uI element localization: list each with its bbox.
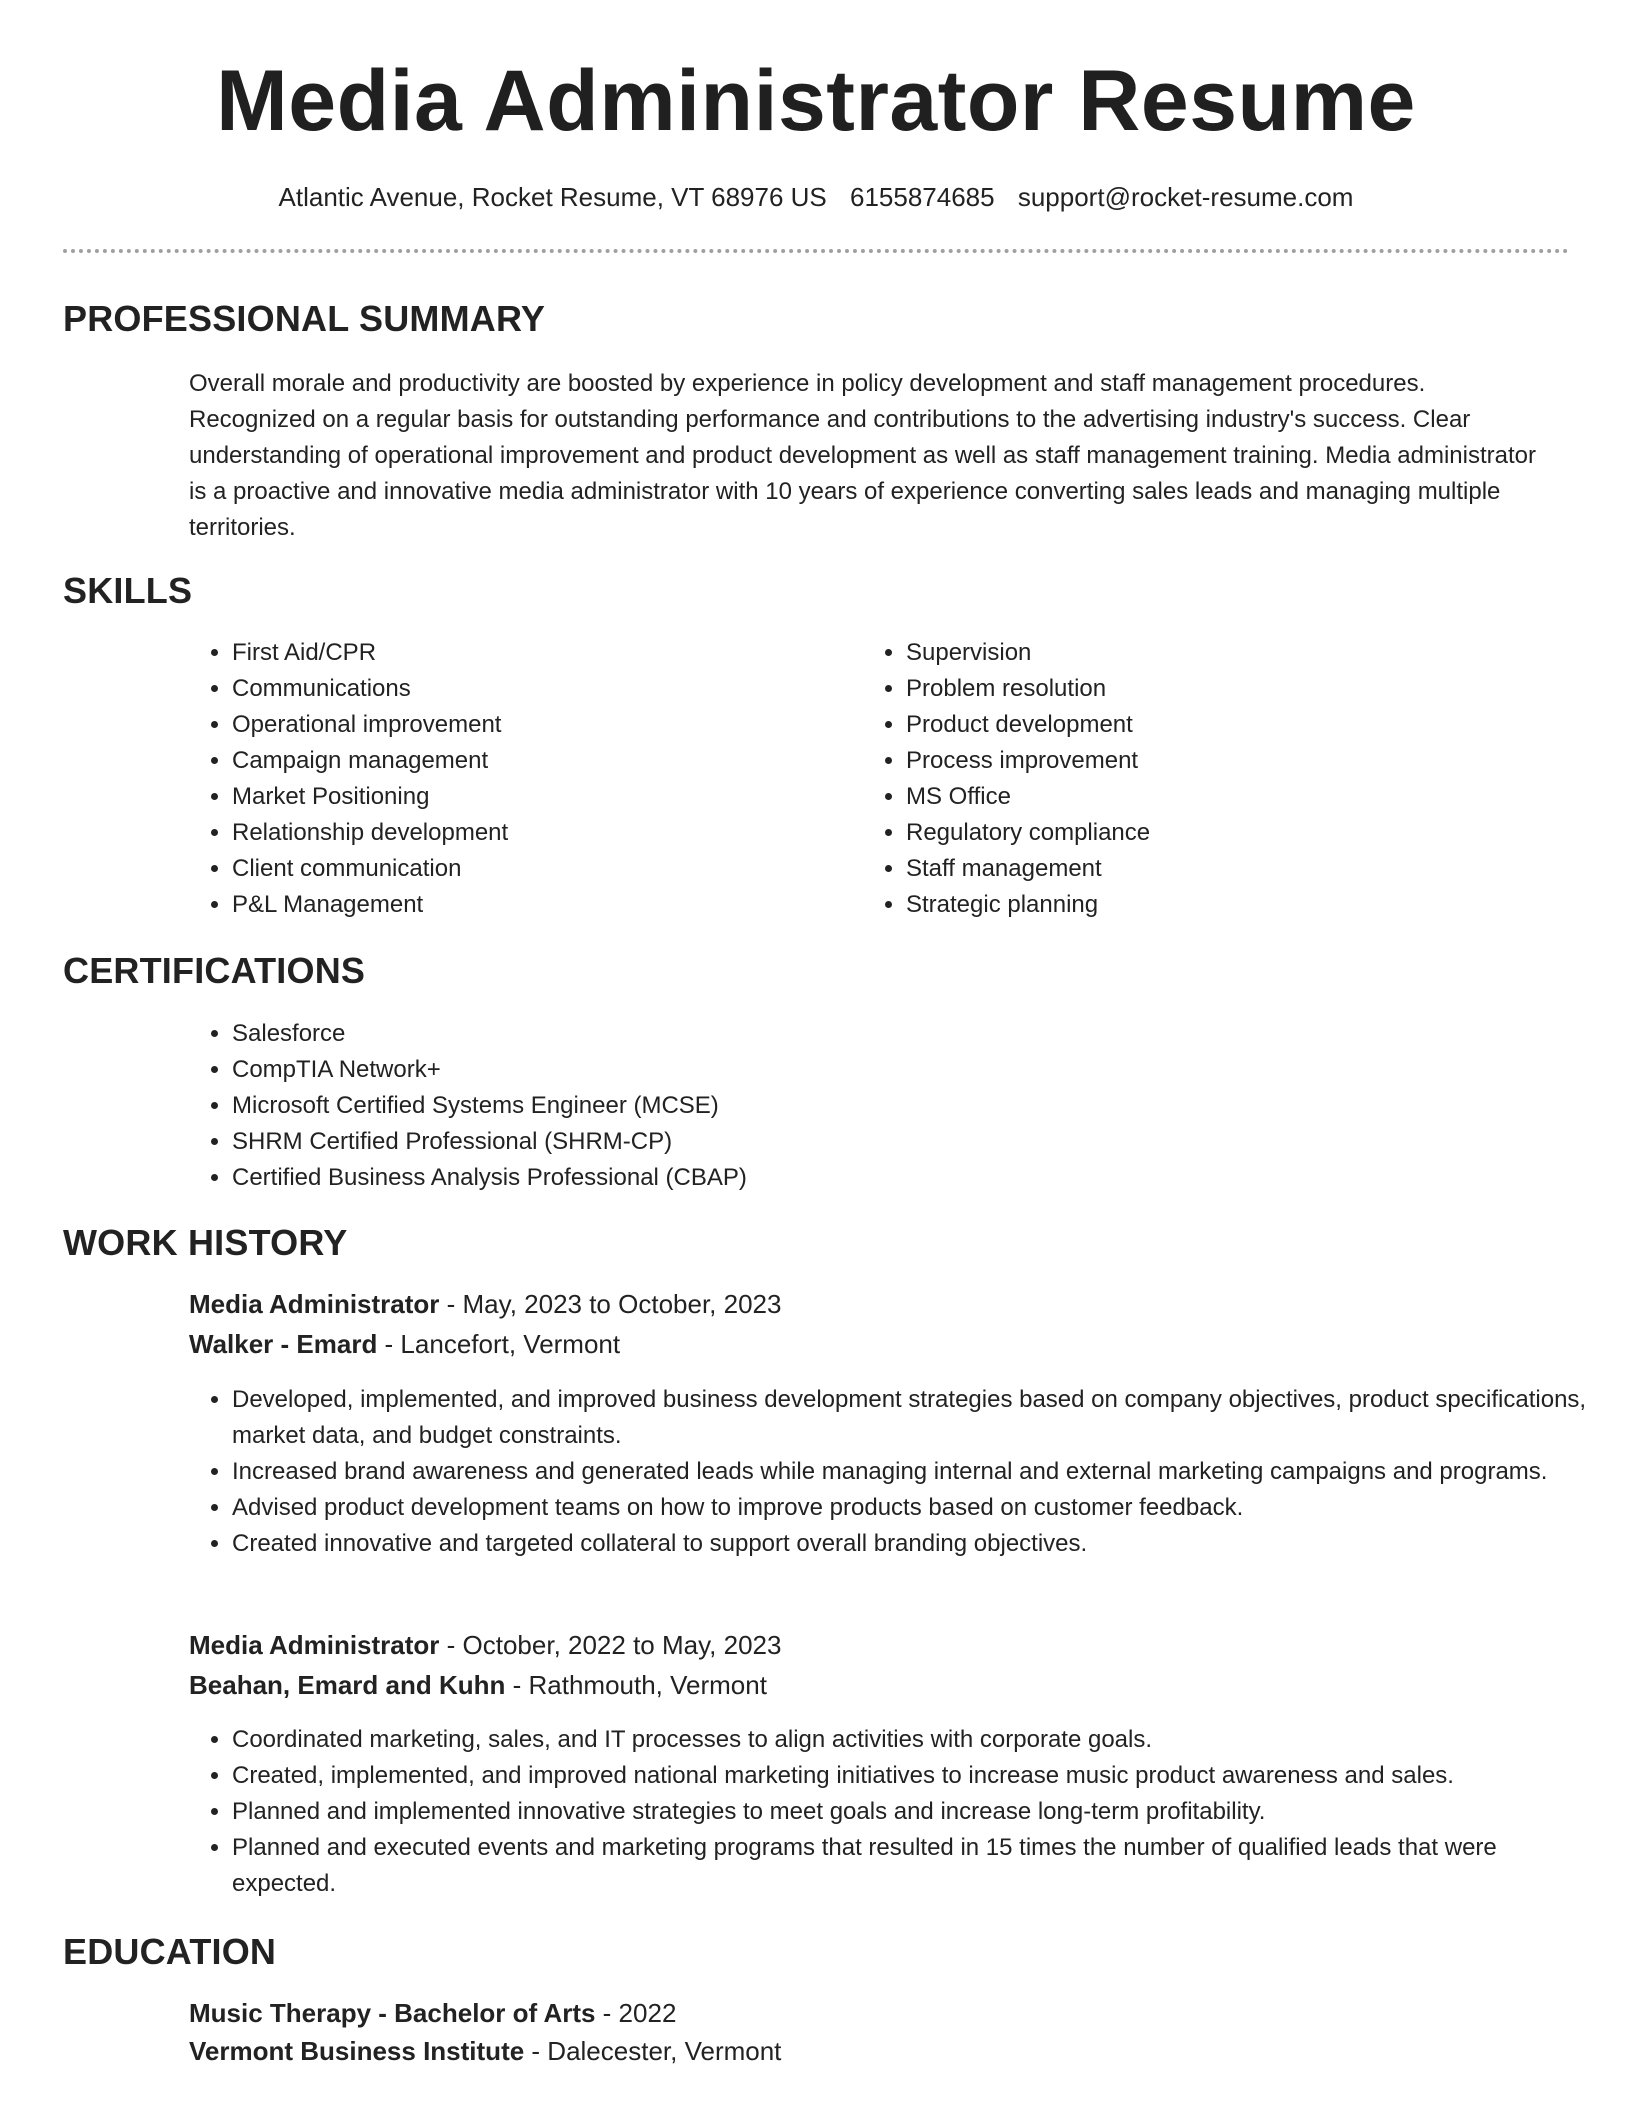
list-item: • Market Positioning [232,779,832,815]
list-item: • First Aid/CPR [232,635,832,671]
list-item: • Developed, implemented, and improved business development strategies based on company objectives, product specifications, market data, and budget constraints. [232,1382,1592,1454]
education-degree: Music Therapy - Bachelor of Arts [189,1998,596,2028]
list-item: • Strategic planning [906,887,1506,923]
work-history-heading: WORK HISTORY [63,1222,348,1263]
list-item: • CompTIA Network+ [232,1052,1532,1088]
skills-list-left [189,635,832,923]
list-item: • Problem resolution [906,671,1506,707]
job-title: Media Administrator [189,1630,440,1660]
list-item: • Salesforce [232,1016,1532,1052]
certifications-heading: CERTIFICATIONS [63,950,366,991]
list-item: • Client communication [232,851,832,887]
list-item: • Process improvement [906,743,1506,779]
job-location: - Lancefort, Vermont [377,1329,621,1359]
list-item: • MS Office [906,779,1506,815]
skills-list-right [863,635,1506,923]
list-item: • Regulatory compliance [906,815,1506,851]
job-company-line [189,1670,767,1701]
summary-text: Overall morale and productivity are boosted by experience in policy development and staff management procedures. Recognized on a regular basis for outstanding performance and contributions to the advertising industry's success. Clear understanding of operational improvement and product development as well as staff management training. Media administrator is a proactive and innovative media administrator with 10 years of experience converting sales leads and managing multiple territories. [189,370,1536,541]
job-bullets [189,1382,1592,1562]
list-item: • Relationship development [232,815,832,851]
page-title: Media Administrator Resume [216,53,1416,149]
summary-heading: PROFESSIONAL SUMMARY [63,298,546,339]
education-school-line [189,2036,781,2067]
list-item: • Planned and executed events and marketing programs that resulted in 15 times the number of qualified leads that were expected. [232,1830,1592,1902]
list-item: • Product development [906,707,1506,743]
skills-heading: SKILLS [63,570,193,611]
contact-phone: 6155874685 [850,182,995,212]
job-title: Media Administrator [189,1289,440,1319]
list-item: • Staff management [906,851,1506,887]
list-item: • Campaign management [232,743,832,779]
education-degree-line [189,1998,676,2029]
job-dates: - May, 2023 to October, 2023 [439,1289,782,1319]
list-item: • P&L Management [232,887,832,923]
job-company-line [189,1329,620,1360]
list-item: • Operational improvement [232,707,832,743]
list-item: • SHRM Certified Professional (SHRM-CP) [232,1124,1532,1160]
contact-email: support@rocket-resume.com [1017,182,1354,212]
contact-line [0,182,1632,213]
job-bullets [189,1722,1592,1902]
job-title-line [189,1289,781,1320]
list-item: • Increased brand awareness and generated leads while managing internal and external marketing campaigns and programs. [232,1454,1592,1490]
education-school: Vermont Business Institute [189,2036,525,2066]
list-item: • Coordinated marketing, sales, and IT processes to align activities with corporate goals. [232,1722,1592,1758]
job-company: Walker - Emard [189,1329,378,1359]
list-item: • Created, implemented, and improved national marketing initiatives to increase music product awareness and sales. [232,1758,1592,1794]
header-divider [63,249,1569,253]
certifications-list [189,1016,1532,1196]
list-item: • Communications [232,671,832,707]
list-item: • Planned and implemented innovative strategies to meet goals and increase long-term profitability. [232,1794,1592,1830]
list-item: • Advised product development teams on how to improve products based on customer feedback. [232,1490,1592,1526]
education-location: - Dalecester, Vermont [524,2036,782,2066]
job-company: Beahan, Emard and Kuhn [189,1670,506,1700]
education-heading: EDUCATION [63,1931,277,1972]
list-item: • Certified Business Analysis Professional (CBAP) [232,1160,1532,1196]
education-year: - 2022 [595,1998,677,2028]
list-item: • Supervision [906,635,1506,671]
job-dates: - October, 2022 to May, 2023 [439,1630,782,1660]
list-item: • Microsoft Certified Systems Engineer (MCSE) [232,1088,1532,1124]
job-title-line [189,1630,781,1661]
job-location: - Rathmouth, Vermont [505,1670,767,1700]
list-item: • Created innovative and targeted collateral to support overall branding objectives. [232,1526,1592,1562]
contact-address: Atlantic Avenue, Rocket Resume, VT 68976 US [278,182,827,212]
